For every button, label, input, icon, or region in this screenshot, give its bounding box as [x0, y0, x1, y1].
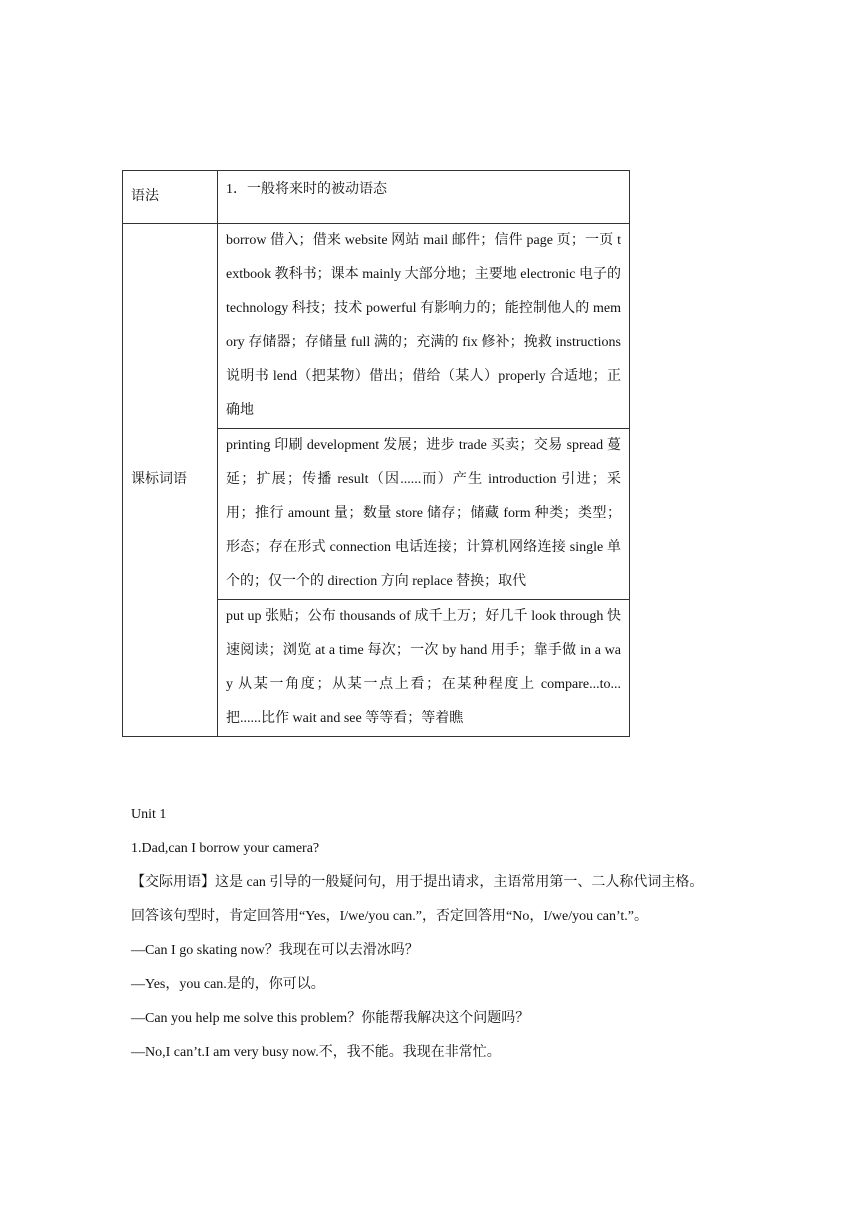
vocab-cell: [218, 429, 630, 600]
vocab-row-1: [123, 224, 630, 429]
grammar-content: 1．一般将来时的被动语态: [226, 182, 387, 197]
grammar-label-cell: [123, 171, 218, 224]
explanation-line: 【交际用语】这是 can 引导的一般疑问句，用于提出请求，主语常用第一、二人称代词主格。: [131, 875, 704, 890]
vocab-label-cell: [123, 224, 218, 737]
vocab-cell-text: borrow 借入；借来 website 网站 mail 邮件；信件 page 页；一页 textbook 教科书；课本 mainly 大部分地；主要地 electronic 电子的 technology 科技；技术 powerful 有影响力的；能控制他人的 memory 存储器；存储量 full 满的；充满的 fix 修补；挽救 instructions 说明书 lend（把某物）借出；借给（某人）properly 合适地；正确地: [226, 233, 621, 418]
explanation-line: 回答该句型时，肯定回答用“Yes，I/we/you can.”，否定回答用“No，I/we/you can’t.”。: [131, 909, 649, 924]
example-line: —Yes，you can.是的，你可以。: [131, 977, 325, 992]
vocab-cell-text: printing 印刷 development 发展；进步 trade 买卖；交易 spread 蔓延；扩展；传播 result（因......而）产生 introduction 引进；采用；推行 amount 量；数量 store 储存；储藏 form 种类；类型；形态；存在形式 connection 电话连接；计算机网络连接 single 单个的；仅一个的 direction 方向 replace 替换；取代: [226, 438, 621, 589]
key-sentence: 1.Dad,can I borrow your camera?: [131, 841, 320, 856]
example-line: —No,I can’t.I am very busy now.不，我不能。我现在非常忙。: [131, 1045, 501, 1060]
example-line: —Can I go skating now？我现在可以去滑冰吗？: [131, 943, 419, 958]
grammar-content-cell: [218, 171, 630, 224]
vocab-cell: [218, 224, 630, 429]
example-line: —Can you help me solve this problem？你能帮我解决这个问题吗？: [131, 1011, 530, 1026]
vocab-cell-text: put up 张贴；公布 thousands of 成千上万；好几千 look through 快速阅读；浏览 at a time 每次；一次 by hand 用手；靠手做 in a way 从某一角度；从某一点上看；在某种程度上 compare...to...把......比作 wait and see 等等看；等着瞧: [226, 609, 621, 726]
unit-title: Unit 1: [131, 807, 167, 822]
grammar-label: 语法: [131, 189, 159, 204]
vocab-label: 课标词语: [131, 472, 187, 487]
vocabulary-table: [122, 170, 630, 737]
vocab-cell: [218, 600, 630, 737]
lesson-content: [131, 798, 751, 1070]
grammar-row: [123, 171, 630, 224]
